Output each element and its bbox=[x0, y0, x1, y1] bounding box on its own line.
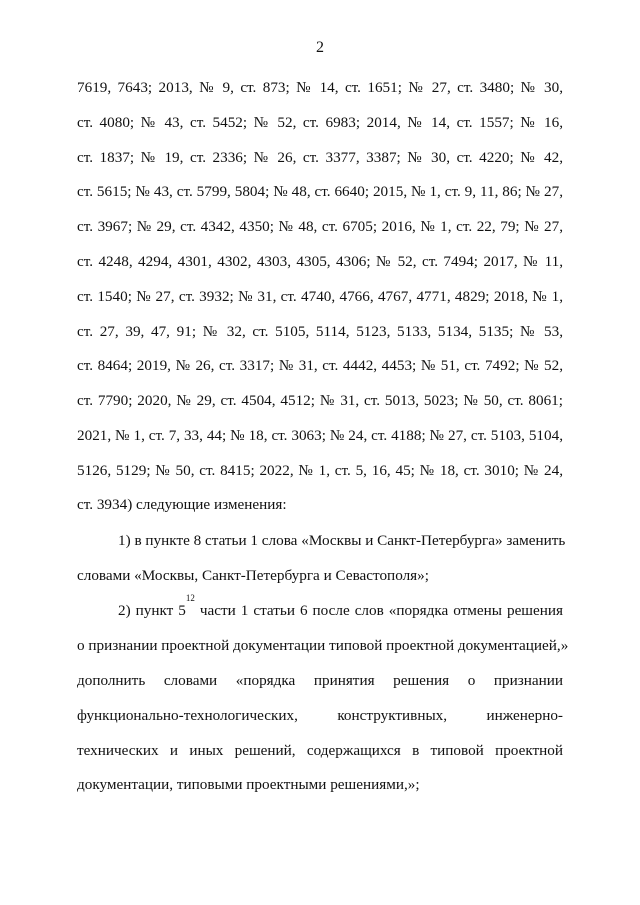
text-line: ст. 3967; № 29, ст. 4342, 4350; № 48, ст. 6705; 2016, № 1, ст. 22, 79; № 27, bbox=[77, 218, 563, 235]
item-1-line: словами «Москвы, Санкт-Петербурга и Севастополя»; bbox=[77, 567, 429, 584]
page-number: 2 bbox=[316, 39, 324, 56]
text-line: 2021, № 1, ст. 7, 33, 44; № 18, ст. 3063; № 24, ст. 4188; № 27, ст. 5103, 5104, bbox=[77, 427, 563, 444]
text-line: 5126, 5129; № 50, ст. 8415; 2022, № 1, ст. 5, 16, 45; № 18, ст. 3010; № 24, bbox=[77, 462, 563, 479]
text-line: ст. 4080; № 43, ст. 5452; № 52, ст. 6983; 2014, № 14, ст. 1557; № 16, bbox=[77, 114, 563, 131]
item-1-line: 1) в пункте 8 статьи 1 слова «Москвы и Санкт-Петербурга» заменить bbox=[118, 532, 566, 549]
text-line: ст. 5615; № 43, ст. 5799, 5804; № 48, ст. 6640; 2015, № 1, ст. 9, 11, 86; № 27, bbox=[77, 183, 563, 200]
text-line: ст. 3934) следующие изменения: bbox=[77, 496, 287, 513]
text-line: ст. 7790; 2020, № 29, ст. 4504, 4512; № 31, ст. 5013, 5023; № 50, ст. 8061; bbox=[77, 392, 563, 409]
item-2-line: дополнить словами «порядка принятия решения о признании bbox=[77, 672, 563, 689]
item-2-prefix: 2) пункт 5 bbox=[118, 602, 186, 619]
text-line: ст. 8464; 2019, № 26, ст. 3317; № 31, ст. 4442, 4453; № 51, ст. 7492; № 52, bbox=[77, 357, 563, 374]
item-2-line: функционально-технологических, конструктивных, инженерно- bbox=[77, 707, 563, 724]
item-2-first-line bbox=[118, 593, 563, 621]
item-2-suffix: части 1 статьи 6 после слов «порядка отмены решения bbox=[194, 602, 563, 619]
text-line: ст. 4248, 4294, 4301, 4302, 4303, 4305, 4306; № 52, ст. 7494; 2017, № 11, bbox=[77, 253, 563, 270]
item-2-line: документации, типовыми проектными решениями,»; bbox=[77, 776, 420, 793]
text-line: ст. 1540; № 27, ст. 3932; № 31, ст. 4740, 4766, 4767, 4771, 4829; 2018, № 1, bbox=[77, 288, 563, 305]
superscript: 12 bbox=[185, 593, 195, 603]
text-line: ст. 27, 39, 47, 91; № 32, ст. 5105, 5114, 5123, 5133, 5134, 5135; № 53, bbox=[77, 323, 563, 340]
item-2-line: о признании проектной документации типовой проектной документацией,» bbox=[77, 637, 569, 654]
text-line: 7619, 7643; 2013, № 9, ст. 873; № 14, ст. 1651; № 27, ст. 3480; № 30, bbox=[77, 79, 563, 96]
item-2-line: технических и иных решений, содержащихся в типовой проектной bbox=[77, 742, 563, 759]
text-line: ст. 1837; № 19, ст. 2336; № 26, ст. 3377, 3387; № 30, ст. 4220; № 42, bbox=[77, 149, 563, 166]
